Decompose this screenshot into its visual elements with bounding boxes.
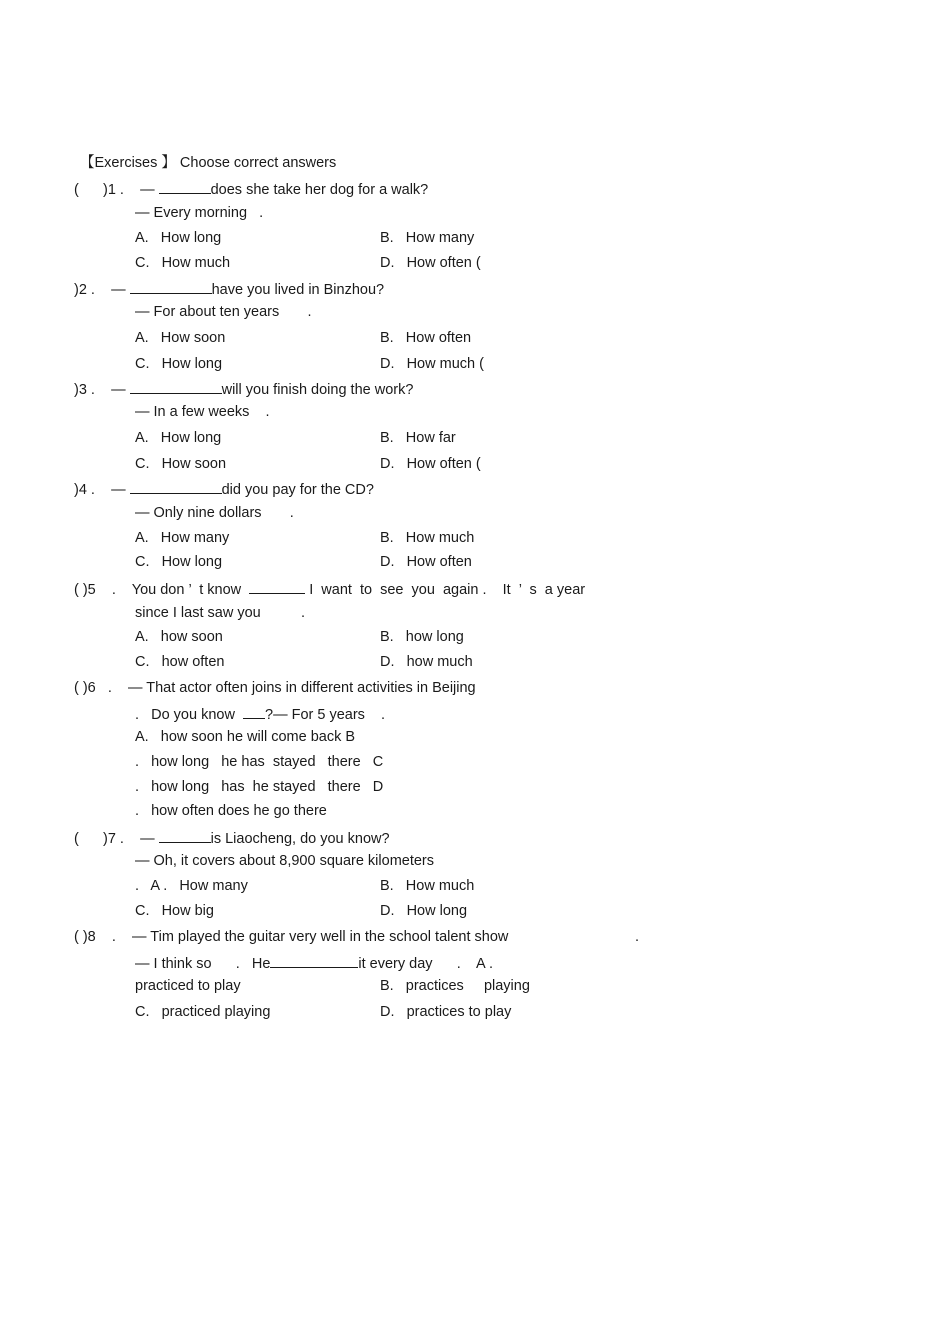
- option-5c: C. how often: [135, 654, 225, 670]
- question-6-stem: ( )6 . — That actor often joins in different activities in Beijing: [74, 680, 476, 696]
- option-3d: D. How often (: [380, 456, 481, 472]
- answer-blank-3: [130, 379, 222, 394]
- question-7-number: ( )7 . —: [74, 831, 159, 847]
- answer-blank-8: [270, 953, 358, 968]
- question-4-number: )4 . —: [74, 482, 130, 498]
- question-5-number: ( )5 . You don ’ t know: [74, 582, 250, 598]
- question-1-stem: [74, 179, 428, 199]
- exercise-heading: 【Exercises 】 Choose correct answers: [80, 155, 337, 171]
- question-5-continuation: since I last saw you .: [135, 605, 306, 621]
- option-7c: C. How big: [135, 903, 214, 919]
- option-4a: A. How many: [135, 530, 230, 546]
- option-3c: C. How soon: [135, 456, 227, 472]
- question-5-stem: [74, 579, 585, 599]
- answer-blank-1: [159, 179, 211, 194]
- option-8d: D. practices to play: [380, 1004, 512, 1020]
- question-6-text-pre: . Do you know: [135, 707, 243, 723]
- question-4-stem: [74, 479, 374, 499]
- option-3b: B. How far: [380, 430, 456, 446]
- option-2c: C. How long: [135, 356, 223, 372]
- option-8c: C. practiced playing: [135, 1004, 271, 1020]
- question-8-text-pre: — I think so . He: [135, 956, 271, 972]
- option-2d: D. How much (: [380, 356, 484, 372]
- option-4c: C. How long: [135, 554, 223, 570]
- option-3a: A. How long: [135, 430, 222, 446]
- option-6-line-a: A. how soon he will come back B: [135, 729, 356, 745]
- answer-blank-7: [159, 828, 211, 843]
- option-1b: B. How many: [380, 230, 475, 246]
- option-4b: B. How much: [380, 530, 475, 546]
- question-4-text: did you pay for the CD?: [221, 482, 374, 498]
- answer-blank-4: [130, 479, 222, 494]
- question-8-stem: ( )8 . — Tim played the guitar very well in the school talent show: [74, 929, 509, 945]
- question-1-reply: — Every morning .: [135, 205, 264, 221]
- option-5a: A. how soon: [135, 629, 223, 645]
- option-1a: A. How long: [135, 230, 222, 246]
- answer-blank-6: [243, 704, 265, 719]
- question-6-text-post: ?— For 5 years .: [265, 707, 386, 723]
- option-7a: . A . How many: [135, 878, 248, 894]
- option-6-line-d: . how often does he go there: [135, 803, 327, 819]
- question-8-text-post: it every day . A .: [358, 956, 493, 972]
- option-1d: D. How often (: [380, 255, 481, 271]
- question-2-reply: — For about ten years .: [135, 304, 312, 320]
- question-7-reply: — Oh, it covers about 8,900 square kilometers: [135, 853, 435, 869]
- question-7-text: is Liaocheng, do you know?: [210, 831, 390, 847]
- question-1-text: does she take her dog for a walk?: [210, 182, 429, 198]
- option-2b: B. How often: [380, 330, 472, 346]
- option-5d: D. how much: [380, 654, 473, 670]
- question-2-stem: [74, 279, 384, 299]
- question-2-text: have you lived in Binzhou?: [211, 282, 385, 298]
- question-3-reply: — In a few weeks .: [135, 404, 270, 420]
- option-6-line-c: . how long has he stayed there D: [135, 779, 384, 795]
- option-8a: practiced to play: [135, 978, 241, 994]
- option-8b: B. practices playing: [380, 978, 530, 994]
- question-3-number: )3 . —: [74, 382, 130, 398]
- question-3-stem: [74, 379, 413, 399]
- option-1c: C. How much: [135, 255, 231, 271]
- question-2-number: )2 . —: [74, 282, 130, 298]
- question-8-stem-dot: .: [635, 929, 640, 945]
- option-2a: A. How soon: [135, 330, 226, 346]
- question-8-reply: [135, 953, 493, 973]
- question-3-text: will you finish doing the work?: [221, 382, 414, 398]
- option-5b: B. how long: [380, 629, 464, 645]
- option-6-line-b: . how long he has stayed there C: [135, 754, 384, 770]
- answer-blank-5: [249, 579, 305, 594]
- option-7d: D. How long: [380, 903, 468, 919]
- question-4-reply: — Only nine dollars .: [135, 505, 294, 521]
- option-7b: B. How much: [380, 878, 475, 894]
- question-7-stem: [74, 828, 390, 848]
- question-6-continuation: [135, 704, 385, 724]
- question-5-text: I want to see you again . It ’ s a year: [305, 582, 586, 598]
- answer-blank-2: [130, 279, 212, 294]
- question-1-number: ( )1 . —: [74, 182, 159, 198]
- option-4d: D. How often: [380, 554, 472, 570]
